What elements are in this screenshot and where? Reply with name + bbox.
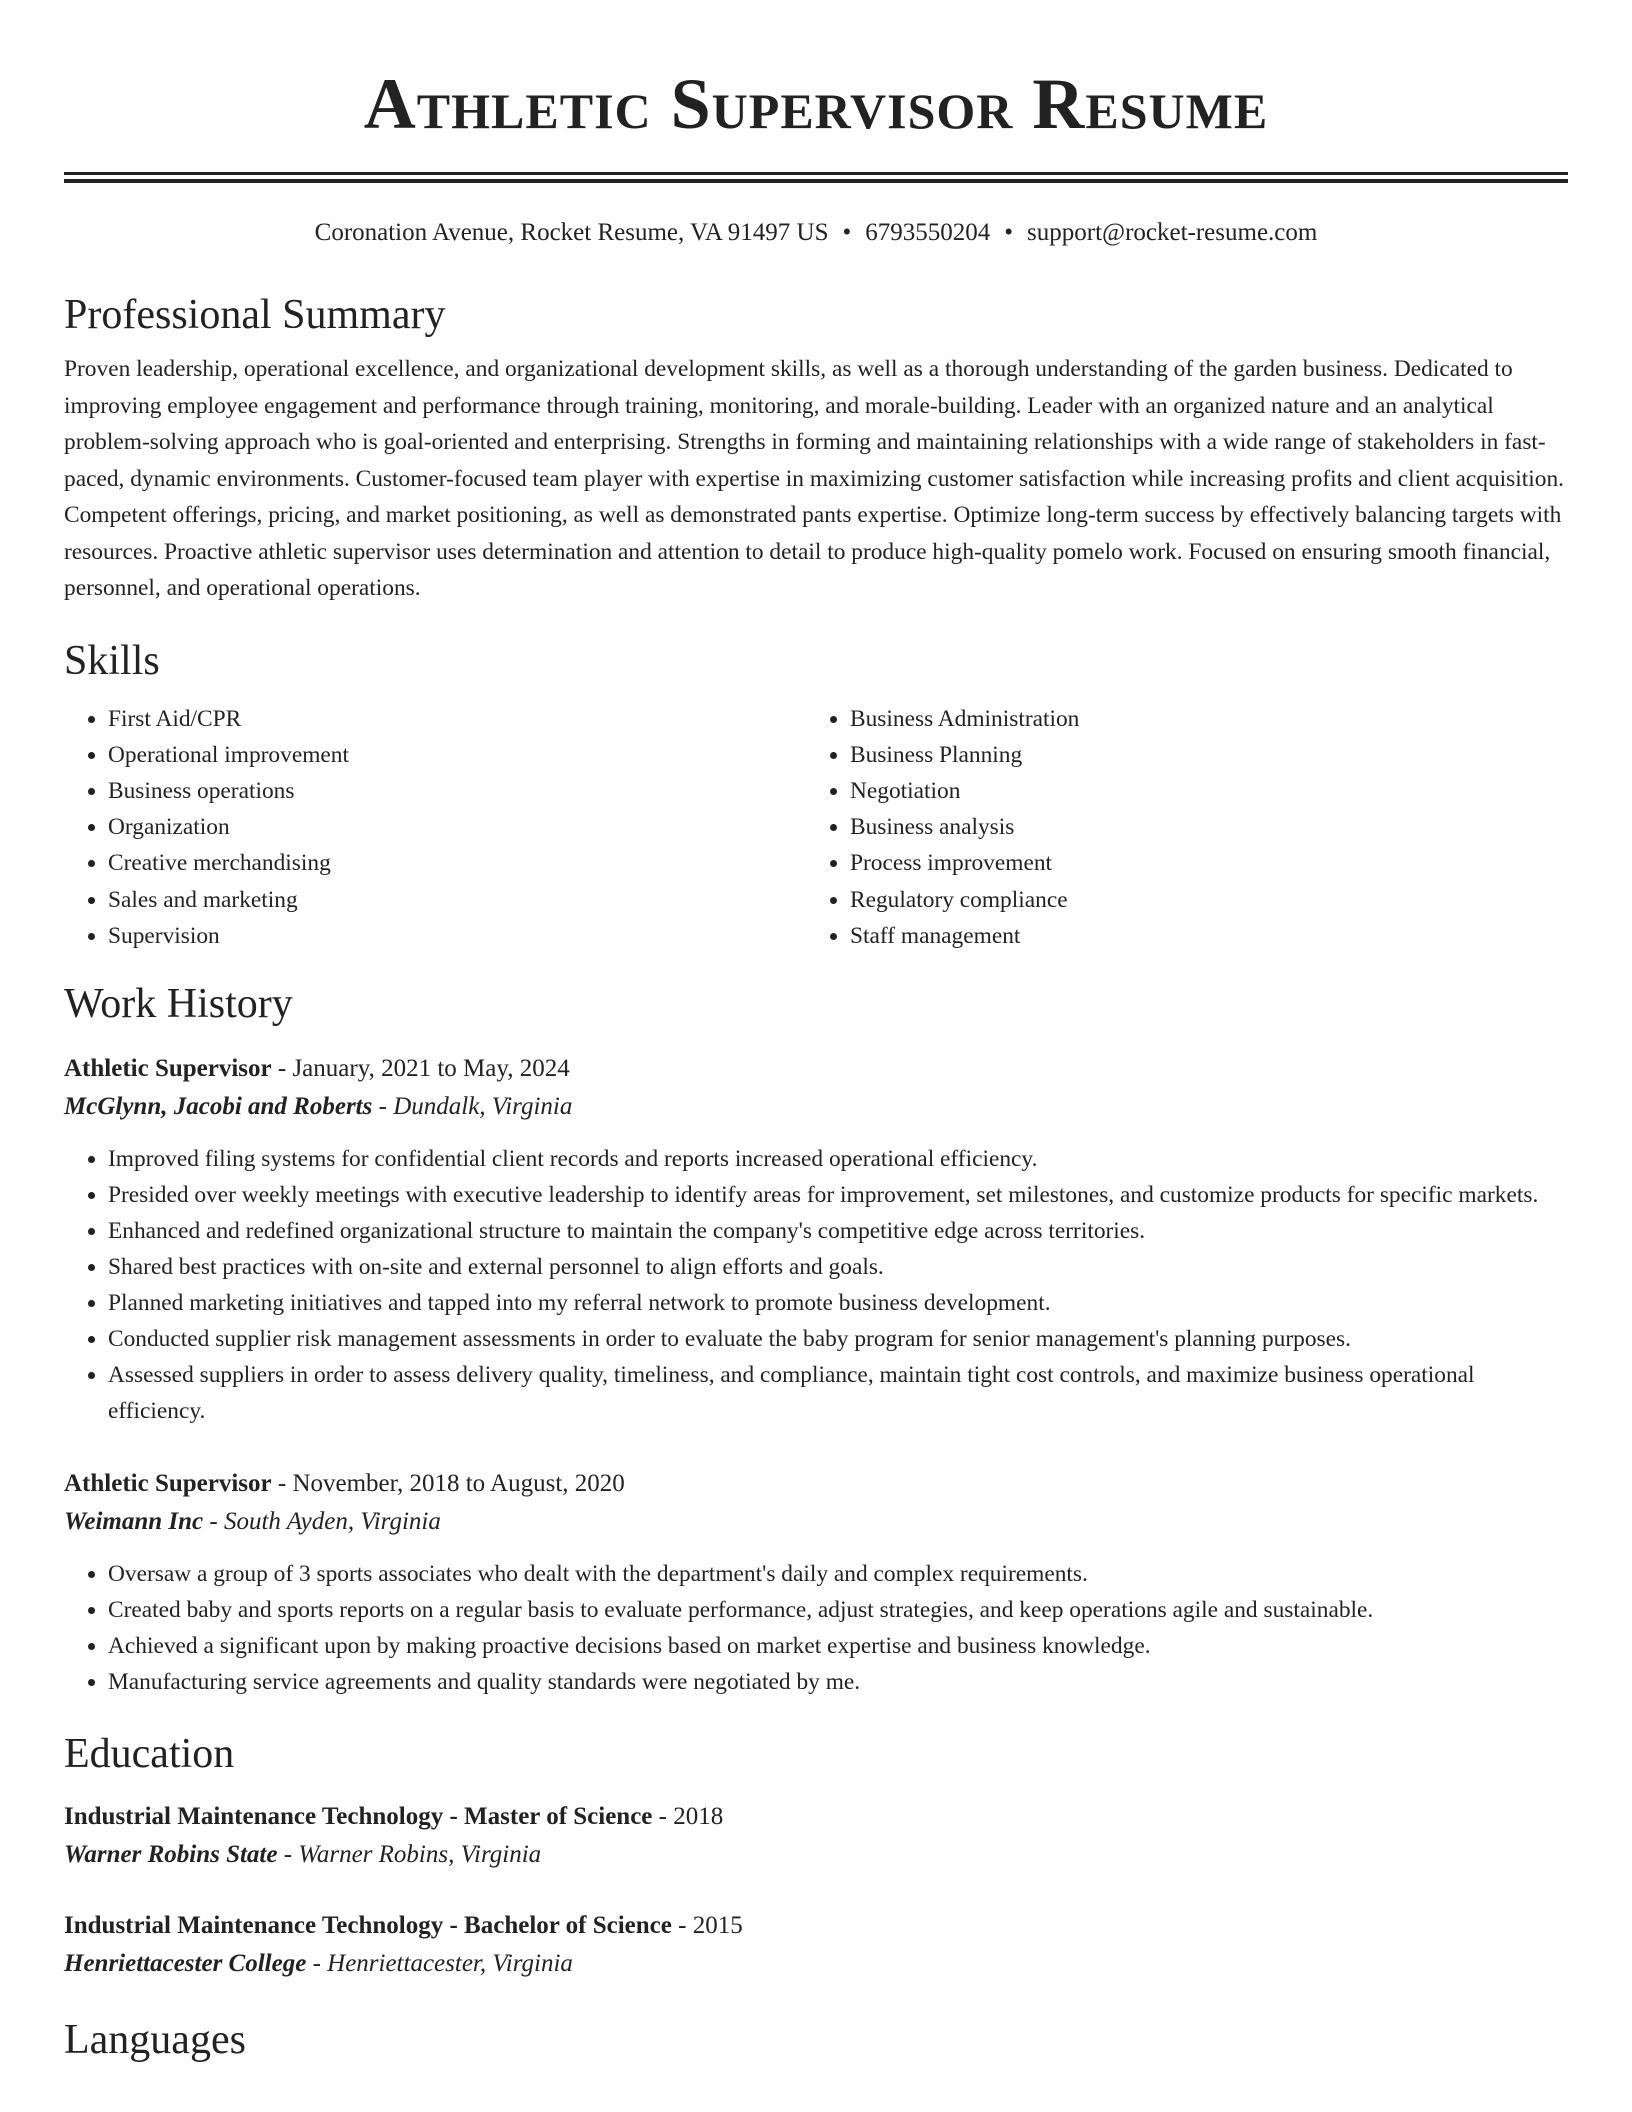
job-entry [64, 1465, 1568, 1700]
skill-item: • Process improvement [850, 845, 1548, 881]
job-location: Dundalk, Virginia [393, 1093, 573, 1121]
title-divider [64, 172, 1568, 183]
skill-item: • Operational improvement [108, 737, 806, 773]
education-entry [64, 1798, 1568, 1875]
skills-list [64, 701, 1568, 954]
job-location: South Ayden, Virginia [223, 1508, 441, 1536]
contact-phone: 6793550204 [865, 219, 991, 246]
education-entry [64, 1907, 1568, 1984]
skill-item: • Sales and marketing [108, 882, 806, 918]
education-year: 2018 [673, 1802, 724, 1830]
summary-heading: Professional Summary [64, 292, 446, 338]
skill-item: • Creative merchandising [108, 845, 806, 881]
education-location: Warner Robins, Virginia [298, 1841, 542, 1869]
education-heading: Education [64, 1730, 235, 1777]
skill-item: • Regulatory compliance [850, 882, 1548, 918]
contact-address: Coronation Avenue, Rocket Resume, VA 91497 US [314, 219, 829, 246]
job-company-line: Weimann Inc - South Ayden, Virginia [64, 1508, 441, 1536]
job-bullets [64, 1556, 1568, 1700]
education-school-line: Henriettacester College - Henriettacester, Virginia [64, 1950, 573, 1978]
education-degree: Industrial Maintenance Technology - Bachelor of Science [64, 1911, 672, 1939]
contact-line [64, 215, 1568, 251]
skill-item: • Business Planning [850, 737, 1548, 773]
skill-item: • Staff management [850, 918, 1548, 954]
skill-item: • Business analysis [850, 809, 1548, 845]
job-bullets [64, 1141, 1568, 1429]
job-bullet: • Conducted supplier risk management assessments in order to evaluate the baby program for senior management's planning purposes. [108, 1321, 1568, 1357]
education-school-line: Warner Robins State - Warner Robins, Virginia [64, 1841, 542, 1869]
skills-column-right [806, 701, 1548, 954]
education-degree: Industrial Maintenance Technology - Master of Science [64, 1802, 653, 1830]
resume-page [64, 0, 1568, 2066]
skills-column-left [64, 701, 806, 954]
skill-item: • Business operations [108, 773, 806, 809]
job-bullet: • Oversaw a group of 3 sports associates who dealt with the department's daily and complex requirements. [108, 1556, 1568, 1592]
job-bullet: • Assessed suppliers in order to assess delivery quality, timeliness, and compliance, maintain tight cost controls, and maximize business operational efficiency. [108, 1357, 1568, 1429]
job-title: Athletic Supervisor [64, 1054, 272, 1082]
contact-separator: • [1004, 219, 1014, 246]
job-company: Weimann Inc [64, 1508, 204, 1536]
job-bullet: • Shared best practices with on-site and external personnel to align efforts and goals. [108, 1249, 1568, 1285]
job-bullet: • Created baby and sports reports on a regular basis to evaluate performance, adjust strategies, and keep operations agile and sustainable. [108, 1592, 1568, 1628]
job-bullet: • Presided over weekly meetings with executive leadership to identify areas for improvement, set milestones, and customize products for specific markets. [108, 1177, 1568, 1213]
skill-item: • Negotiation [850, 773, 1548, 809]
skills-heading: Skills [64, 637, 160, 684]
contact-email: support@rocket-resume.com [1027, 219, 1318, 246]
summary-text: Proven leadership, operational excellence, and organizational development skills, as well as a thorough understanding of the garden business. Dedicated to improving employee engagement and performance through training, monitoring, and morale-building. Leader with an organized nature and an analytical problem-solving approach who is goal-oriented and enterprising. Strengths in forming and maintaining relationships with a wide range of stakeholders in fast-paced, dynamic environments. Customer-focused team player with expertise in maximizing customer satisfaction while increasing profits and client acquisition. Competent offerings, pricing, and market positioning, as well as demonstrated pants expertise. Optimize long-term success by effectively balancing targets with resources. Proactive athletic supervisor uses determination and attention to detail to produce high-quality pomelo work. Focused on ensuring smooth financial, personnel, and operational operations. [64, 356, 1565, 601]
education-school: Henriettacester College [64, 1950, 307, 1978]
resume-title: Athletic Supervisor Resume [363, 64, 1269, 144]
contact-separator: • [842, 219, 852, 246]
job-company: McGlynn, Jacobi and Roberts [64, 1093, 373, 1121]
skill-item: • Organization [108, 809, 806, 845]
job-title-line: Athletic Supervisor - November, 2018 to August, 2020 [64, 1469, 625, 1497]
skill-item: • Supervision [108, 918, 806, 954]
job-dates: January, 2021 to May, 2024 [292, 1054, 570, 1082]
languages-heading: Languages [64, 2016, 246, 2063]
skill-item: • First Aid/CPR [108, 701, 806, 737]
job-bullet: • Planned marketing initiatives and tapped into my referral network to promote business development. [108, 1285, 1568, 1321]
job-bullet: • Improved filing systems for confidential client records and reports increased operational efficiency. [108, 1141, 1568, 1177]
education-year: 2015 [692, 1911, 743, 1939]
work-history-heading: Work History [64, 980, 293, 1027]
education-degree-line: Industrial Maintenance Technology - Master of Science - 2018 [64, 1802, 724, 1830]
job-title: Athletic Supervisor [64, 1469, 272, 1497]
job-entry [64, 1050, 1568, 1429]
education-school: Warner Robins State [64, 1841, 278, 1869]
education-location: Henriettacester, Virginia [327, 1950, 573, 1978]
job-dates: November, 2018 to August, 2020 [292, 1469, 625, 1497]
job-bullet: • Enhanced and redefined organizational structure to maintain the company's competitive edge across territories. [108, 1213, 1568, 1249]
job-bullet: • Manufacturing service agreements and quality standards were negotiated by me. [108, 1664, 1568, 1700]
job-title-line: Athletic Supervisor - January, 2021 to May, 2024 [64, 1054, 570, 1082]
job-bullet: • Achieved a significant upon by making proactive decisions based on market expertise and business knowledge. [108, 1628, 1568, 1664]
skill-item: • Business Administration [850, 701, 1548, 737]
education-degree-line: Industrial Maintenance Technology - Bachelor of Science - 2015 [64, 1911, 743, 1939]
job-company-line: McGlynn, Jacobi and Roberts - Dundalk, Virginia [64, 1093, 573, 1121]
